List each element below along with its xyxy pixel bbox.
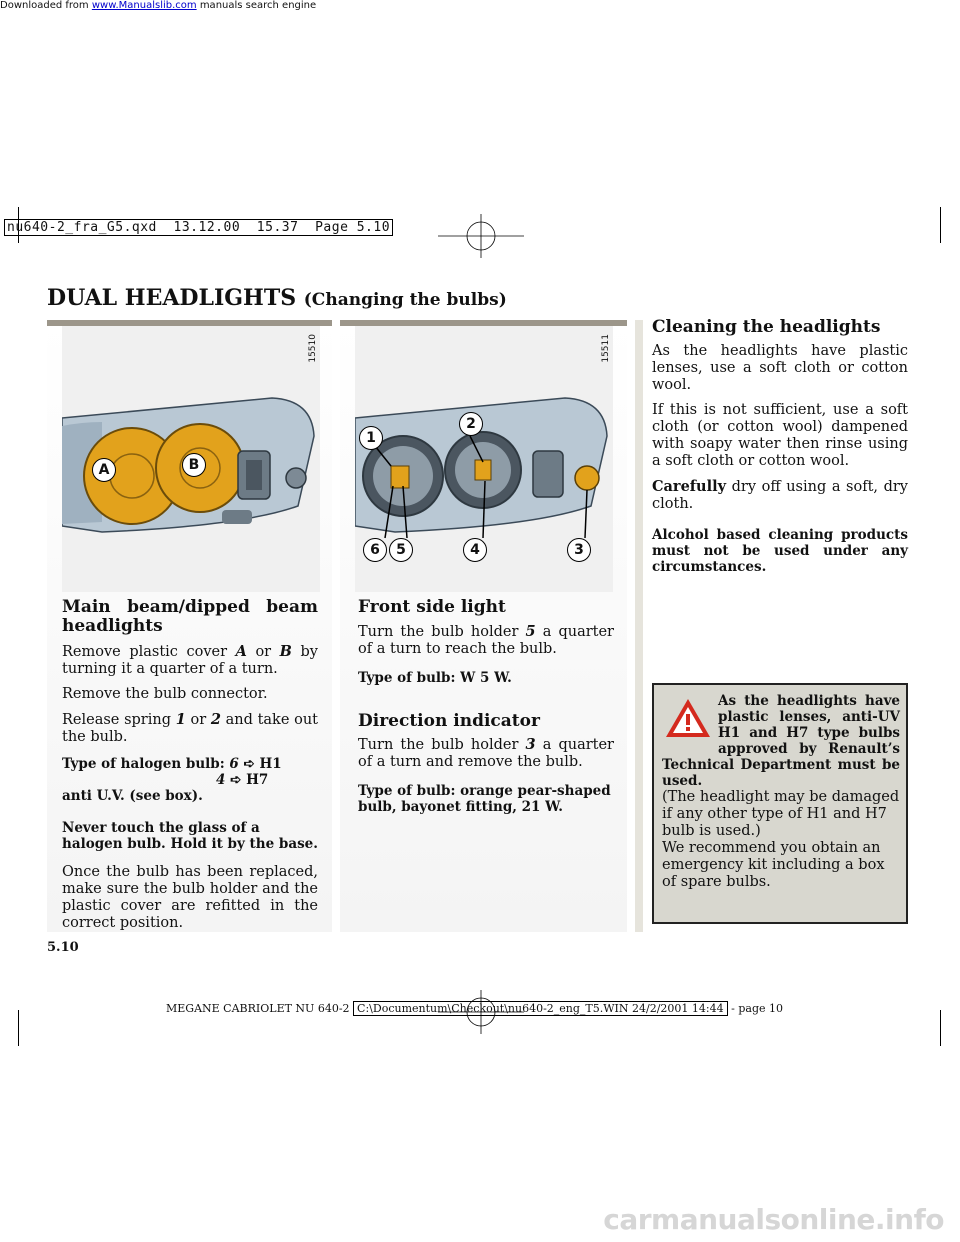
top-banner xyxy=(0,0,316,14)
release-spring-text xyxy=(62,711,318,746)
middle-column-text xyxy=(358,598,614,815)
text-run: Remove plastic cover xyxy=(62,644,236,661)
carefully-bold: Carefully xyxy=(652,477,727,495)
cleaning-text-2: If this is not sufficient, use a soft cloth (or cotton wool) dampened with soapy water then rinse using a soft cloth or cotton wool. xyxy=(652,401,908,469)
cleaning-text-1: As the headlights have plastic lenses, use a soft cloth or cotton wool. xyxy=(652,342,908,393)
registration-mark-top xyxy=(436,212,526,260)
ref-1: 1 xyxy=(175,711,186,729)
text-run: dry off using a soft, dry cloth. xyxy=(652,478,908,512)
figure-code-middle: 15511 xyxy=(601,334,611,363)
ref-6: 6 xyxy=(229,756,239,773)
banner-suffix: manuals search engine xyxy=(196,0,317,11)
ref-b: B xyxy=(279,643,292,661)
right-column-text xyxy=(652,318,908,575)
ref-2: 2 xyxy=(210,711,221,729)
ref-3: 3 xyxy=(525,736,536,754)
page-title xyxy=(47,285,507,311)
main-beam-heading: Main beam/dipped beam headlights xyxy=(62,597,318,636)
warning-text xyxy=(662,693,900,891)
footer-title: MEGANE CABRIOLET NU 640-2 xyxy=(166,1002,350,1015)
remove-connector-text: Remove the bulb connector. xyxy=(62,686,268,703)
footer-page: - page 10 xyxy=(731,1002,783,1015)
figure-label-a: A xyxy=(92,458,116,482)
text-run: a quarter of a turn to reach the bulb. xyxy=(358,623,614,657)
side-light-bulb: Type of bulb: W 5 W. xyxy=(358,669,512,686)
alcohol-warning: Alcohol based cleaning products must not be used under any circumstances. xyxy=(652,526,908,575)
side-light-text xyxy=(358,623,614,658)
direction-indicator-text xyxy=(358,736,614,771)
bulb-h7: H7 xyxy=(246,772,269,789)
headlight-figure-middle xyxy=(355,326,613,592)
page-title-sub: (Changing the bulbs) xyxy=(303,290,507,310)
banner-prefix: Downloaded from xyxy=(0,0,92,11)
figure-label-2: 2 xyxy=(459,412,483,436)
figure-code-left: 15510 xyxy=(308,334,318,363)
crop-mark xyxy=(940,207,941,243)
text-run: and take out the bulb. xyxy=(62,712,318,746)
slug-line: nu640-2_fra_G5.qxd 13.12.00 15.37 Page 5.10 xyxy=(4,219,393,236)
warning-text-2: We recommend you obtain an emergency kit including a box of spare bulbs. xyxy=(662,840,885,890)
ref-a: A xyxy=(235,643,247,661)
manualslib-link[interactable]: www.Manualslib.com xyxy=(91,0,197,11)
bulb-h1: H1 xyxy=(259,756,282,773)
text-run: Release spring xyxy=(62,712,176,729)
halogen-bulb-spec xyxy=(62,756,318,804)
anti-uv-note: anti U.V. (see box). xyxy=(62,788,203,805)
page-title-main: DUAL HEADLIGHTS xyxy=(47,285,297,311)
watermark: carmanualsonline.info xyxy=(603,1203,944,1236)
warning-bold-text: As the headlights have plastic lenses, anti-UV H1 and H7 type bulbs approved by Renault’s Technical Department must be used. xyxy=(662,693,900,789)
right-column-bg xyxy=(635,320,643,932)
footer xyxy=(166,1002,783,1015)
crop-mark xyxy=(18,1010,19,1046)
bulb-type-label: Type of halogen bulb: xyxy=(62,756,225,773)
page-number: 5.10 xyxy=(47,940,79,955)
direction-indicator-heading: Direction indicator xyxy=(358,710,540,731)
warning-box xyxy=(652,683,908,924)
side-light-heading: Front side light xyxy=(358,597,506,617)
direction-indicator-bulb: Type of bulb: orange pear-shaped bulb, bayonet fitting, 21 W. xyxy=(358,783,611,816)
cleaning-heading: Cleaning the headlights xyxy=(652,317,881,337)
refit-text: Once the bulb has been replaced, make sure the bulb holder and the plastic cover are refitted in the correct position. xyxy=(62,864,318,932)
footer-path: C:\Documentum\Checkout\nu640-2_eng_T5.WIN 24/2/2001 14:44 xyxy=(353,1001,728,1016)
warning-text-1: (The headlight may be damaged if any other type of H1 and H7 bulb is used.) xyxy=(662,789,900,839)
headlight-figure-left xyxy=(62,326,320,592)
text-run: or xyxy=(246,644,280,661)
left-column-text xyxy=(62,598,318,932)
figure-label-1: 1 xyxy=(359,426,383,450)
ref-5: 5 xyxy=(525,622,536,640)
cleaning-text-3 xyxy=(652,478,908,513)
figure-label-4: 4 xyxy=(463,538,487,562)
crop-mark xyxy=(940,1010,941,1046)
text-run: by turning it a quarter of a turn. xyxy=(62,644,318,678)
arrow-right-icon: ➪ xyxy=(230,772,242,789)
text-run: or xyxy=(185,712,211,729)
text-run: Turn the bulb holder xyxy=(358,737,526,754)
remove-cover-text xyxy=(62,643,318,678)
halogen-warning: Never touch the glass of a halogen bulb. Hold it by the base. xyxy=(62,820,318,853)
ref-4: 4 xyxy=(216,772,226,789)
figure-label-5: 5 xyxy=(389,538,413,562)
text-run: Turn the bulb holder xyxy=(358,623,526,640)
figure-label-3: 3 xyxy=(567,538,591,562)
text-run: a quarter of a turn and remove the bulb. xyxy=(358,737,614,771)
figure-label-b: B xyxy=(182,453,206,477)
figure-label-6: 6 xyxy=(363,538,387,562)
arrow-right-icon: ➪ xyxy=(243,756,255,773)
